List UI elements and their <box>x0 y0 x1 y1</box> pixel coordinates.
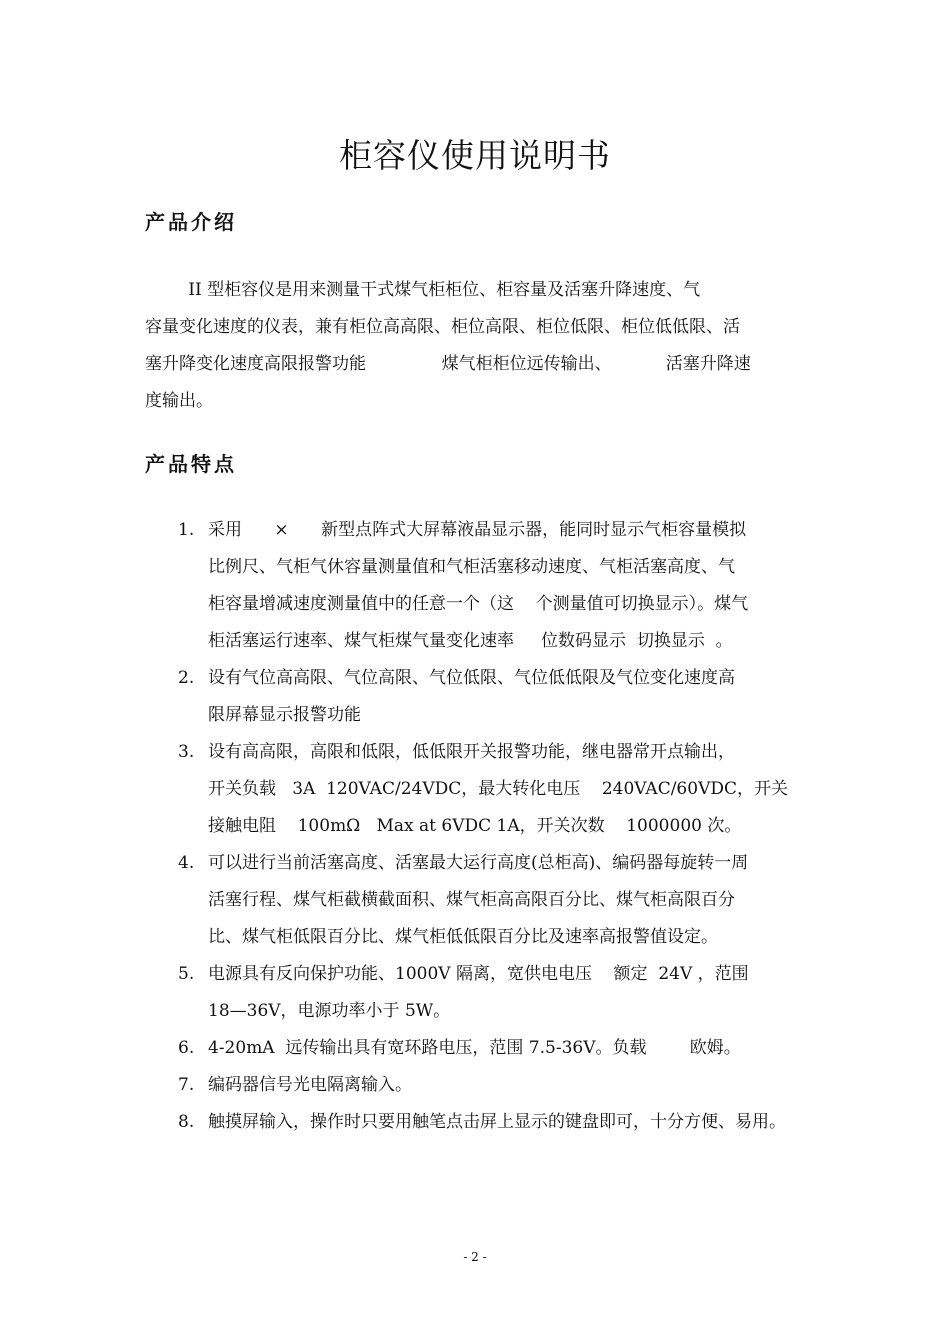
intro-line: 度输出。 <box>145 391 213 411</box>
list-item-text: 接触电阻 100mΩ Max at 6VDC 1A，开关次数 1000000 次。 <box>208 816 742 836</box>
list-item <box>178 512 808 660</box>
list-item <box>178 956 808 1030</box>
list-item-number: 6. <box>178 1038 195 1058</box>
list-item-text: 4-20mA 远传输出具有宽环路电压，范围 7.5-36V。负载 欧姆。 <box>208 1038 741 1058</box>
intro-line: 塞升降变化速度高限报警功能 煤气柜柜位远传输出、 活塞升降速 <box>145 354 751 374</box>
list-item-number: 2. <box>178 668 195 688</box>
list-item-number: 1. <box>178 520 195 540</box>
list-item-text: 18—36V，电源功率小于 5W。 <box>208 1001 451 1021</box>
list-item <box>178 1067 808 1104</box>
intro-line: 容量变化速度的仪表，兼有柜位高高限、柜位高限、柜位低限、柜位低低限、活 <box>145 317 740 337</box>
list-item <box>178 660 808 734</box>
list-item-number: 3. <box>178 742 195 762</box>
list-item <box>178 734 808 845</box>
list-item-text: 比例尺、气柜气休容量测量值和气柜活塞移动速度、气柜活塞高度、气 <box>208 557 735 577</box>
list-item-text: 触摸屏输入，操作时只要用触笔点击屏上显示的键盘即可，十分方便、易用。 <box>208 1112 786 1132</box>
section-heading-features: 产品特点 <box>145 452 237 476</box>
list-item-number: 4. <box>178 853 195 873</box>
section-heading-intro: 产品介绍 <box>145 210 237 234</box>
list-item <box>178 845 808 956</box>
list-item-text: 比、煤气柜低限百分比、煤气柜低低限百分比及速率高报警值设定。 <box>208 927 718 947</box>
page-number: - 2 - <box>463 1250 487 1264</box>
intro-paragraph <box>145 272 807 420</box>
list-item-number: 8. <box>178 1112 195 1132</box>
intro-line: II 型柜容仪是用来测量干式煤气柜柜位、柜容量及活塞升降速度、气 <box>145 280 701 300</box>
page-title: 柜容仪使用说明书 <box>339 136 611 176</box>
list-item-text: 设有气位高高限、气位高限、气位低限、气位低低限及气位变化速度高 <box>208 668 735 688</box>
list-item-text: 柜容量增减速度测量值中的任意一个（这 个测量值可切换显示）。煤气 <box>208 594 749 614</box>
list-item-text: 采用 × 新型点阵式大屏幕液晶显示器，能同时显示气柜容量模拟 <box>208 520 747 540</box>
list-item-text: 编码器信号光电隔离输入。 <box>208 1075 412 1095</box>
list-item-text: 开关负载 3A 120VAC/24VDC，最大转化电压 240VAC/60VDC，开关 <box>208 779 788 799</box>
list-item <box>178 1104 808 1141</box>
list-item-text: 柜活塞运行速率、煤气柜煤气量变化速率 位数码显示 切换显示 。 <box>208 631 733 651</box>
list-item-text: 可以进行当前活塞高度、活塞最大运行高度(总柜高)、编码器每旋转一周 <box>208 853 749 873</box>
list-item-text: 活塞行程、煤气柜截横截面积、煤气柜高高限百分比、煤气柜高限百分 <box>208 890 735 910</box>
list-item-text: 电源具有反向保护功能、1000V 隔离，宽供电电压 额定 24V ，范围 <box>208 964 749 984</box>
list-item <box>178 1030 808 1067</box>
list-item-text: 设有高高限，高限和低限，低低限开关报警功能，继电器常开点输出， <box>208 742 735 762</box>
list-item-number: 5. <box>178 964 195 984</box>
list-item-number: 7. <box>178 1075 195 1095</box>
features-list <box>178 512 808 1141</box>
list-item-text: 限屏幕显示报警功能 <box>208 705 361 725</box>
